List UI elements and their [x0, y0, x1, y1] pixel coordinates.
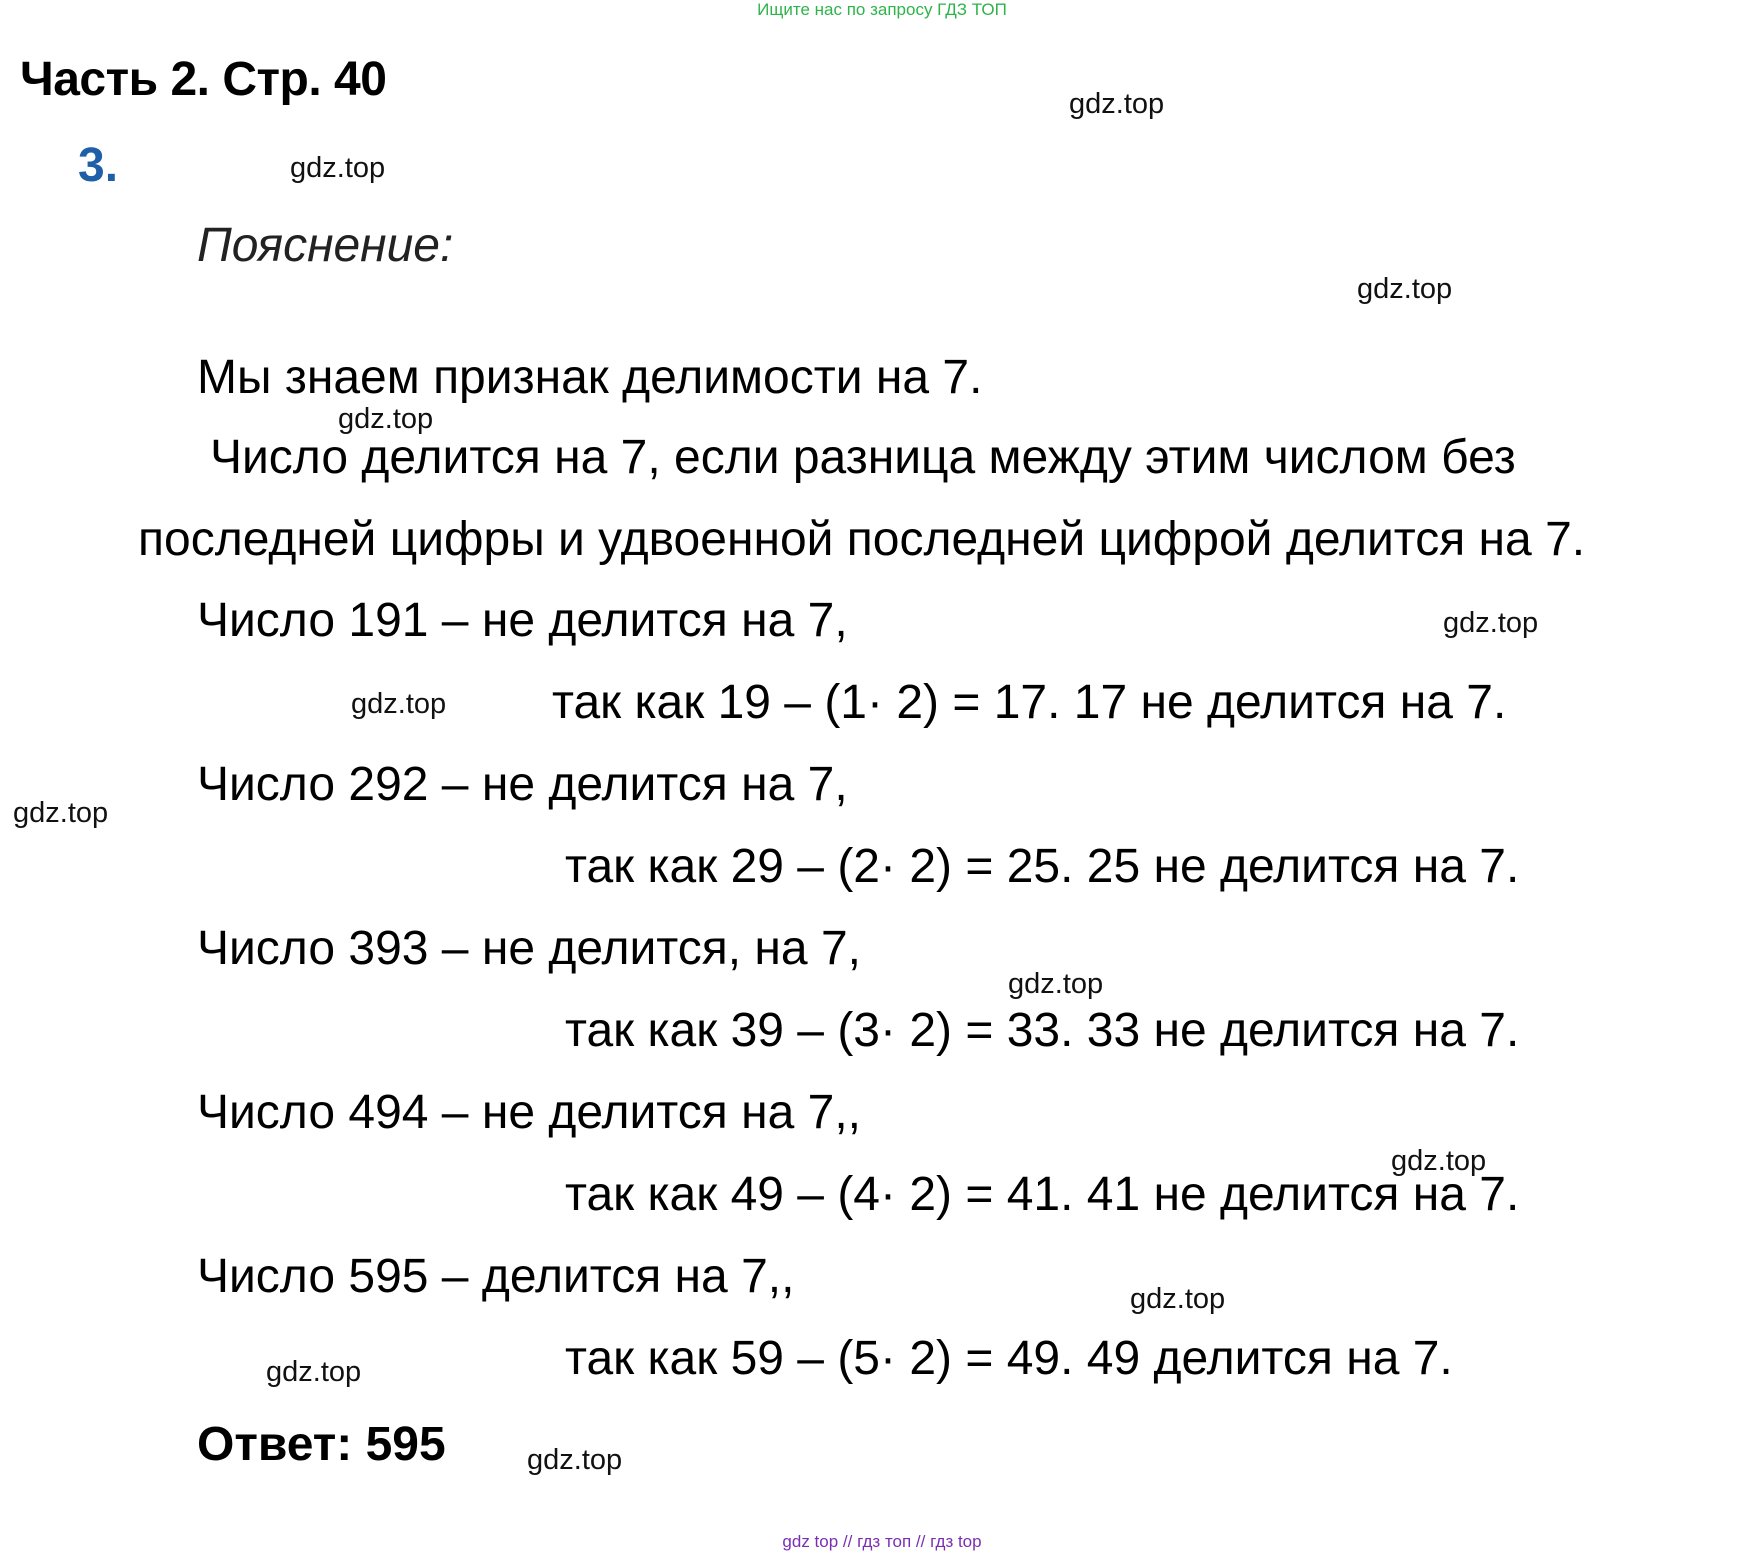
watermark: gdz.top [338, 403, 434, 435]
explanation-heading: Пояснение: [197, 219, 454, 272]
watermark: gdz.top [1443, 607, 1539, 639]
watermark: gdz.top [13, 797, 109, 829]
watermark: gdz.top [1391, 1145, 1487, 1177]
top-banner: Ищите нас по запросу ГДЗ ТОП [757, 0, 1007, 19]
case-2: Число 292 – не делится на 7, [197, 758, 848, 811]
task-number: 3. [78, 139, 119, 192]
watermark: gdz.top [1357, 273, 1453, 305]
bottom-banner: gdz top // гдз топ // гдз top [782, 1532, 982, 1551]
watermark: gdz.top [351, 688, 447, 720]
intro-line: Мы знаем признак делимости на 7. [197, 351, 983, 404]
case-5: Число 595 – делится на 7,, [197, 1250, 795, 1303]
case-5-reason: так как 59 – (5· 2) = 49. 49 делится на 7. [565, 1332, 1453, 1385]
watermark: gdz.top [1130, 1283, 1226, 1315]
case-2-reason: так как 29 – (2· 2) = 25. 25 не делится на 7. [565, 840, 1520, 893]
case-3: Число 393 – не делится, на 7, [197, 922, 861, 975]
case-3-reason: так как 39 – (3· 2) = 33. 33 не делится на 7. [565, 1004, 1520, 1057]
rule-line-1: Число делится на 7, если разница между этим числом без [210, 431, 1516, 484]
case-1-reason: так как 19 – (1· 2) = 17. 17 не делится на 7. [552, 676, 1507, 729]
rule-line-2: последней цифры и удвоенной последней цифрой делится на 7. [138, 513, 1586, 566]
case-4: Число 494 – не делится на 7,, [197, 1086, 861, 1139]
answer: Ответ: 595 [197, 1418, 446, 1471]
page-heading: Часть 2. Стр. 40 [20, 53, 387, 106]
watermark: gdz.top [266, 1356, 362, 1388]
watermark: gdz.top [1069, 88, 1165, 120]
case-1: Число 191 – не делится на 7, [197, 594, 848, 647]
case-4-reason: так как 49 – (4· 2) = 41. 41 не делится на 7. [565, 1168, 1520, 1221]
watermark: gdz.top [527, 1444, 623, 1476]
watermark: gdz.top [290, 152, 386, 184]
watermark: gdz.top [1008, 968, 1104, 1000]
